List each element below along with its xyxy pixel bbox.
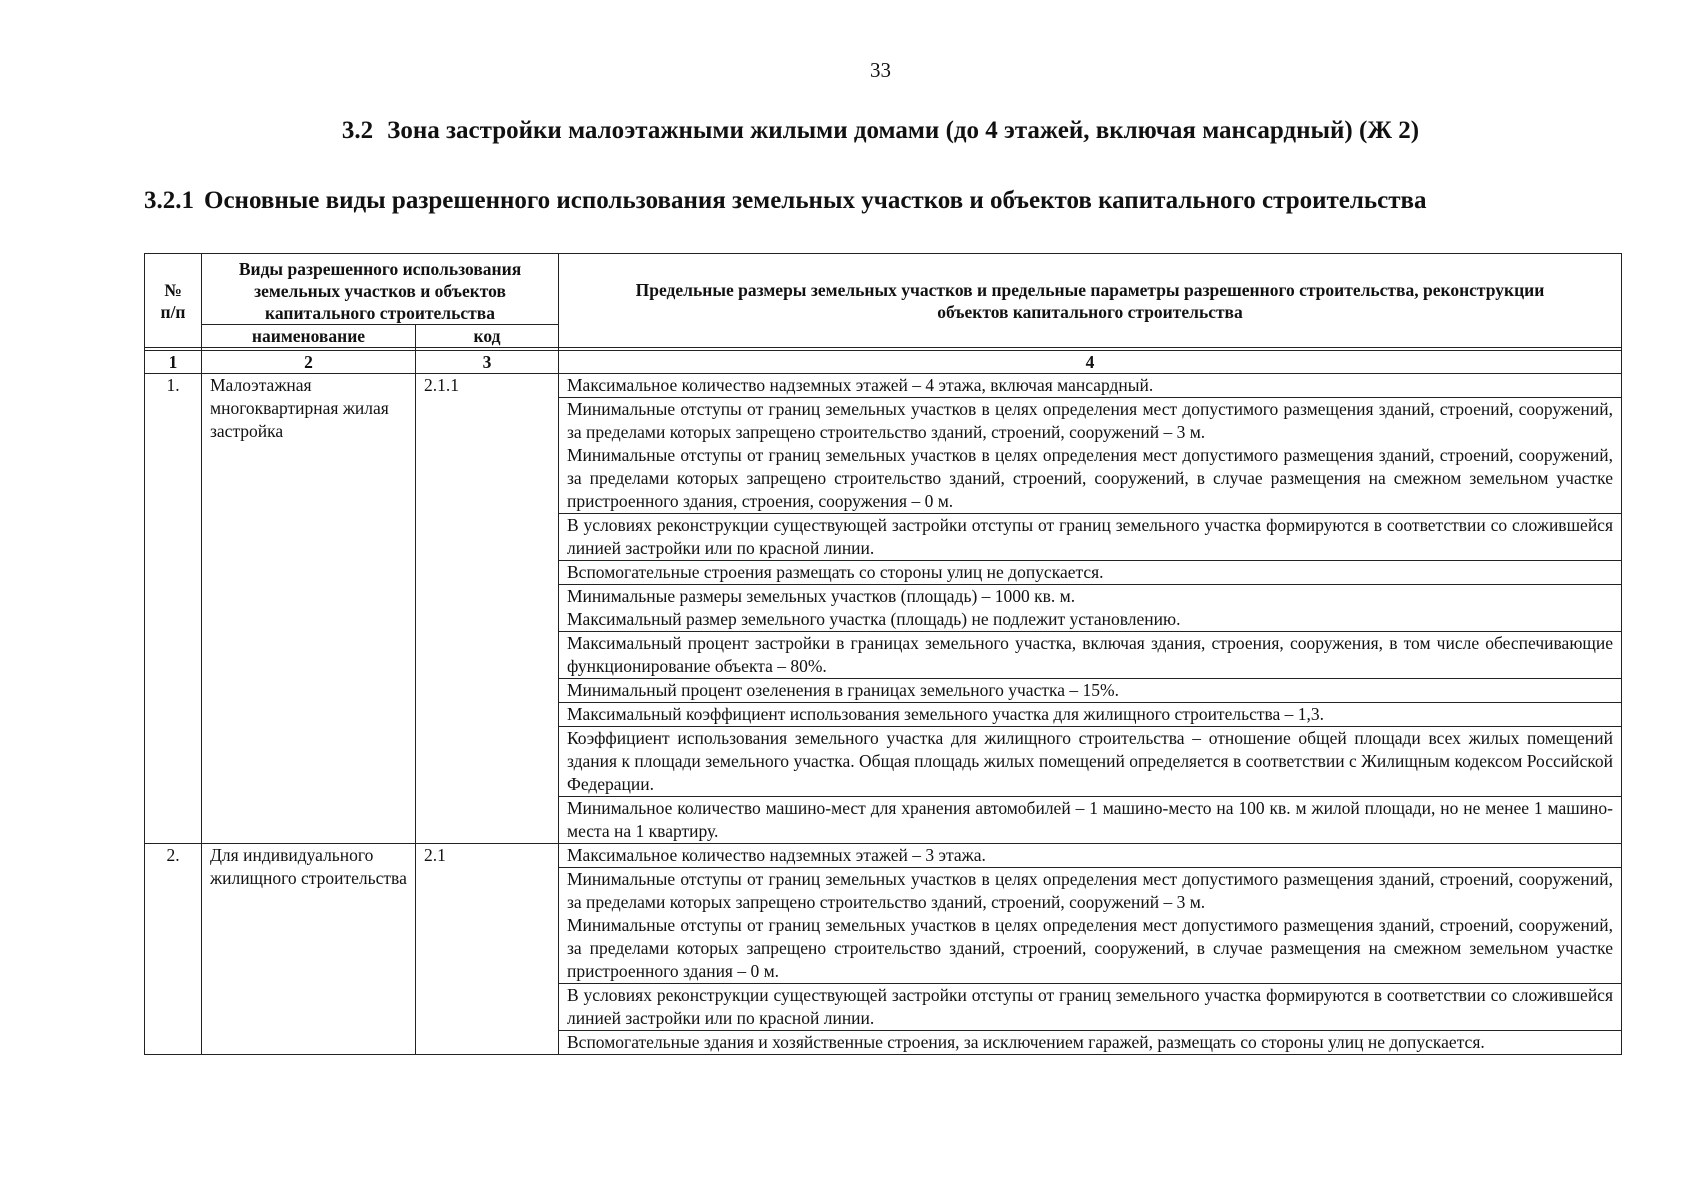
header-params: Предельные размеры земельных участков и предельные параметры разрешенного строительства, реконструкции объектов капитального строительства [559,254,1622,348]
permitted-use-table [144,253,1622,1055]
header-types: Виды разрешенного использования земельных участков и объектов капитального строительства [202,254,559,325]
parameter-cell [559,585,1622,632]
parameter-text: Минимальный процент озеленения в границах земельного участка – 15%. [567,680,1119,700]
parameter-cell [559,868,1622,984]
subsection-title: Основные виды разрешенного использования земельных участков и объектов капитального строительства [204,187,1427,214]
parameter-text: Вспомогательные здания и хозяйственные строения, за исключением гаражей, размещать со стороны улиц не допускается. [567,1032,1485,1052]
parameter-cell [559,561,1622,585]
parameter-text: Максимальное количество надземных этажей – 4 этажа, включая мансардный. [567,375,1154,395]
use-code: 2.1.1 [416,374,559,844]
subsection-heading [144,187,1644,215]
parameter-cell [559,844,1622,868]
parameter-text: Коэффициент использования земельного участка для жилищного строительства – отношение общей площади всех жилых помещений здания к площади земельного участка. Общая площадь жилых помещений определяется в соответствии с Жилищным кодексом Российской Федерации. [567,728,1613,794]
parameter-text: Максимальный коэффициент использования земельного участка для жилищного строительства – 1,3. [567,704,1325,724]
parameter-text: Вспомогательные строения размещать со стороны улиц не допускается. [567,562,1104,582]
parameter-cell [559,727,1622,797]
use-code: 2.1 [416,844,559,1055]
parameter-cell [559,797,1622,844]
column-number: 1 [145,351,202,374]
use-name: Для индивидуального жилищного строительства [202,844,416,1055]
parameter-text: Минимальные отступы от границ земельных участков в целях определения мест допустимого размещения зданий, строений, сооружений, за пределами которых запрещено строительство зданий, строений, сооружений – 3 м. [567,399,1613,442]
subsection-number: 3.2.1 [144,187,194,214]
parameter-cell [559,398,1622,514]
use-name: Малоэтажная многоквартирная жилая застройка [202,374,416,844]
parameter-cell [559,1031,1622,1055]
parameter-cell [559,514,1622,561]
row-number: 1. [145,374,202,844]
parameter-text: В условиях реконструкции существующей застройки отступы от границ земельного участка формируются в соответствии со сложившейся линией застройки или по красной линии. [567,985,1613,1028]
parameter-cell [559,984,1622,1031]
parameter-text: Минимальные отступы от границ земельных участков в целях определения мест допустимого размещения зданий, строений, сооружений, за пределами которых запрещено строительство зданий, строений, сооружений, в случае размещения на смежном земельном участке пристроенного здания, строения, сооружения – 0 м. [567,445,1613,511]
page-number: 33 [870,58,891,82]
parameter-cell [559,632,1622,679]
row-number: 2. [145,844,202,1055]
table-row [145,374,1622,398]
header-code: код [416,325,559,348]
parameter-text: В условиях реконструкции существующей застройки отступы от границ земельного участка формируются в соответствии со сложившейся линией застройки или по красной линии. [567,515,1613,558]
table-body [145,374,1622,1055]
parameter-text: Минимальные отступы от границ земельных участков в целях определения мест допустимого размещения зданий, строений, сооружений, за пределами которых запрещено строительство зданий, строений, сооружений, в случае размещения на смежном земельном участке пристроенного здания – 0 м. [567,915,1613,981]
parameter-cell [559,374,1622,398]
parameter-text: Максимальный размер земельного участка (площадь) не подлежит установлению. [567,609,1181,629]
parameter-cell [559,679,1622,703]
section-number: 3.2 [341,117,374,144]
parameter-text: Максимальное количество надземных этажей – 3 этажа. [567,845,986,865]
parameter-text: Минимальное количество машино-мест для хранения автомобилей – 1 машино-место на 100 кв. м жилой площади, но не менее 1 машино-места на 1 квартиру. [567,798,1613,841]
parameter-cell [559,703,1622,727]
table-row [145,844,1622,868]
column-number: 2 [202,351,416,374]
parameter-text: Максимальный процент застройки в границах земельного участка, включая здания, строения, сооружения, в том числе обеспечивающие функционирование объекта – 80%. [567,633,1613,676]
parameter-text: Минимальные размеры земельных участков (площадь) – 1000 кв. м. [567,586,1076,606]
parameter-text: Минимальные отступы от границ земельных участков в целях определения мест допустимого размещения зданий, строений, сооружений, за пределами которых запрещено строительство зданий, строений, сооружений – 3 м. [567,869,1613,912]
header-name: наименование [202,325,416,348]
section-heading [0,117,1698,145]
header-no: № п/п [145,254,202,348]
column-number: 3 [416,351,559,374]
section-title: Зона застройки малоэтажными жилыми домами (до 4 этажей, включая мансардный) (Ж 2) [387,117,1420,144]
column-number-row [145,351,1622,374]
column-number: 4 [559,351,1622,374]
